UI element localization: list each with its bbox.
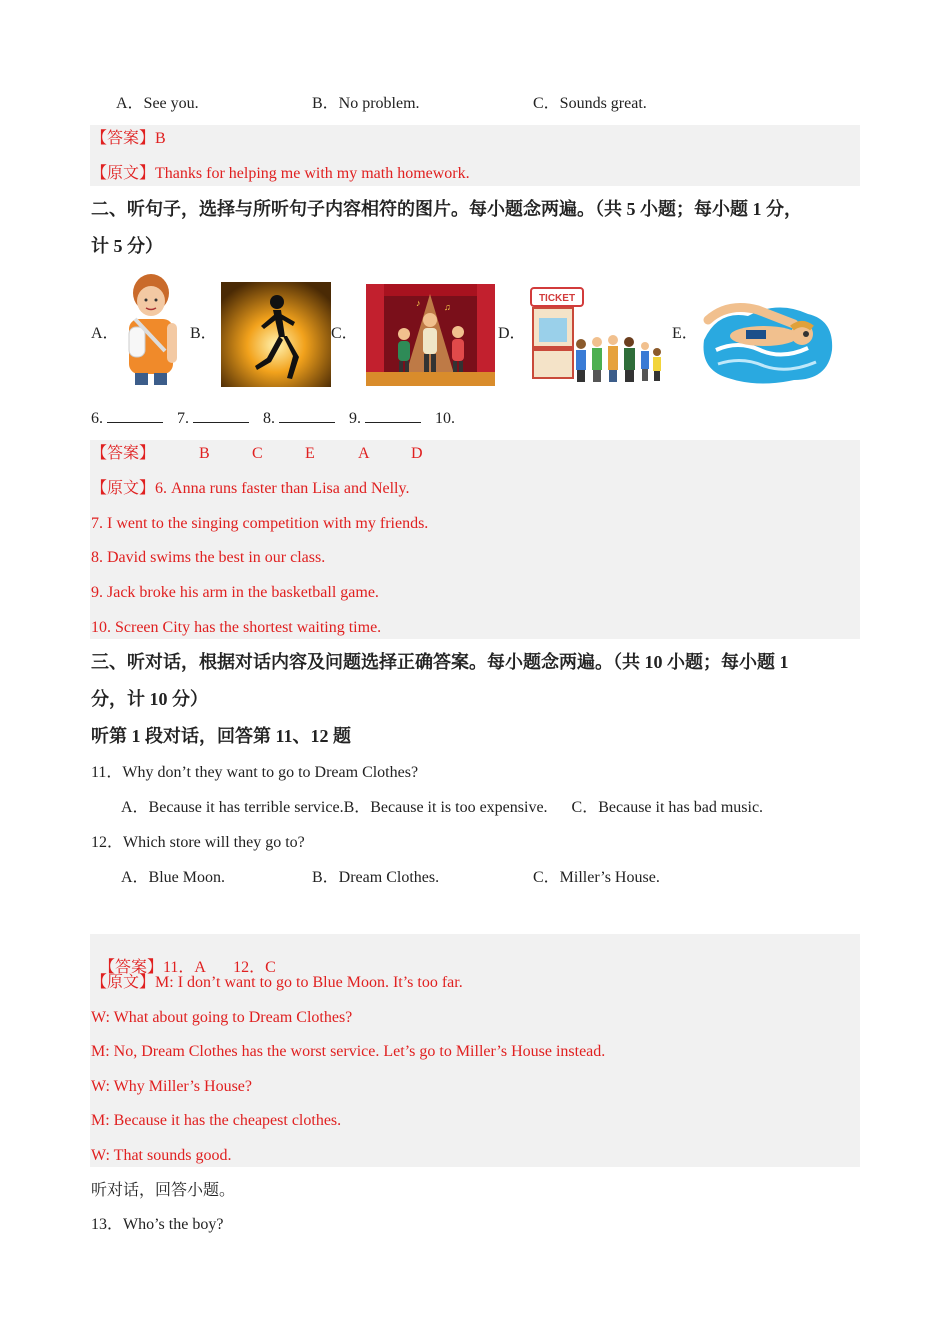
section2-script-line-2: 7. I went to the singing competition with my friends. — [91, 515, 429, 532]
blank-7[interactable] — [193, 408, 249, 423]
next-dialogue-intro: 听对话，回答小题。 — [91, 1182, 236, 1199]
boy-broken-arm-image — [115, 271, 187, 386]
section3-answer — [91, 938, 276, 978]
svg-text:♫: ♫ — [444, 302, 451, 312]
question-12-option-b: B．Dream Clothes. — [312, 869, 440, 886]
answer-tag: 【答案】 — [91, 130, 156, 147]
question-12: 12．Which store will they go to? — [91, 834, 305, 851]
section2-script-line-1 — [91, 479, 409, 499]
prev-option-b: B．No problem. — [312, 95, 420, 112]
singing-competition-image — [366, 284, 495, 386]
section2-answer-7: C — [252, 445, 263, 462]
prev-option-a: A．See you. — [116, 95, 199, 112]
section3-heading-line1: 三、听对话，根据对话内容及问题选择正确答案。每小题念两遍。（共 10 小题；每小题 1 — [91, 652, 789, 672]
section2-answer-tag: 【答案】 — [91, 445, 156, 462]
prev-script — [91, 164, 470, 184]
pic-label-e: E． — [672, 325, 698, 342]
question-13: 13．Who’s the boy? — [91, 1216, 224, 1233]
answer-tag: 【答案】 — [99, 959, 164, 976]
blank-label-10: 10. — [435, 410, 455, 427]
section3-script-line-5: M: Because it has the cheapest clothes. — [91, 1112, 342, 1129]
pic-label-c: C． — [331, 325, 358, 342]
section3-heading-line2: 分，计 10 分） — [91, 689, 208, 709]
section3-script-line-3: M: No, Dream Clothes has the worst service. Let’s go to Miller’s House instead. — [91, 1043, 606, 1060]
pic-label-a: A． — [91, 325, 119, 342]
section2-answer-8: E — [305, 445, 315, 462]
blank-label-6: 6. — [91, 410, 103, 427]
question-12-option-a: A．Blue Moon. — [121, 869, 226, 886]
answer-blanks-row — [91, 408, 455, 429]
blank-label-8: 8. — [263, 410, 275, 427]
section3-script-line-2: W: What about going to Dream Clothes? — [91, 1009, 353, 1026]
question-11: 11．Why don’t they want to go to Dream Clothes? — [91, 764, 419, 781]
pic-label-b: B． — [190, 325, 217, 342]
ticket-sign-text: TICKET — [538, 293, 576, 304]
blank-6[interactable] — [107, 408, 163, 423]
section2-script-line-5: 10. Screen City has the shortest waiting time. — [91, 619, 382, 636]
swimmer-image — [698, 280, 838, 390]
blank-9[interactable] — [365, 408, 421, 423]
section2-heading-line2: 计 5 分） — [91, 236, 163, 256]
script-tag: 【原文】 — [91, 974, 156, 991]
section2-script-line-3: 8. David swims the best in our class. — [91, 549, 326, 566]
svg-text:♪: ♪ — [416, 298, 421, 308]
pic-label-d: D． — [498, 325, 526, 342]
question-11-options: A．Because it has terrible service.B．Because it is too expensive. C．Because it has bad music. — [121, 799, 764, 816]
section2-answer-9: A — [358, 445, 370, 462]
blank-8[interactable] — [279, 408, 335, 423]
script-text: 6. Anna runs faster than Lisa and Nelly. — [155, 480, 410, 497]
section2-heading-line1: 二、听句子，选择与所听句子内容相符的图片。每小题念两遍。（共 5 小题；每小题 1 分， — [91, 199, 802, 219]
answer-text: 11．A 12．C — [163, 959, 276, 976]
question-12-option-c: C．Miller’s House. — [533, 869, 660, 886]
section2-answer-10: D — [411, 445, 423, 462]
script-tag: 【原文】 — [91, 165, 156, 182]
prev-option-c: C．Sounds great. — [533, 95, 647, 112]
ticket-queue-image — [525, 284, 669, 388]
answer-text: B — [155, 130, 166, 147]
section2-answer-6: B — [199, 445, 210, 462]
prev-answer — [91, 129, 166, 149]
script-text: M: I don’t want to go to Blue Moon. It’s too far. — [155, 974, 463, 991]
section2-script-line-4: 9. Jack broke his arm in the basketball game. — [91, 584, 379, 601]
section3-script-line-4: W: Why Miller’s House? — [91, 1078, 253, 1095]
script-text: Thanks for helping me with my math homework. — [155, 165, 470, 182]
section3-sub-heading: 听第 1 段对话，回答第 11、12 题 — [91, 726, 352, 746]
blank-label-7: 7. — [177, 410, 189, 427]
section3-script-line-1 — [91, 973, 463, 993]
script-tag: 【原文】 — [91, 480, 156, 497]
section3-script-line-6: W: That sounds good. — [91, 1147, 232, 1164]
section2-answer-block — [90, 440, 860, 639]
blank-label-9: 9. — [349, 410, 361, 427]
runner-image — [221, 282, 331, 387]
